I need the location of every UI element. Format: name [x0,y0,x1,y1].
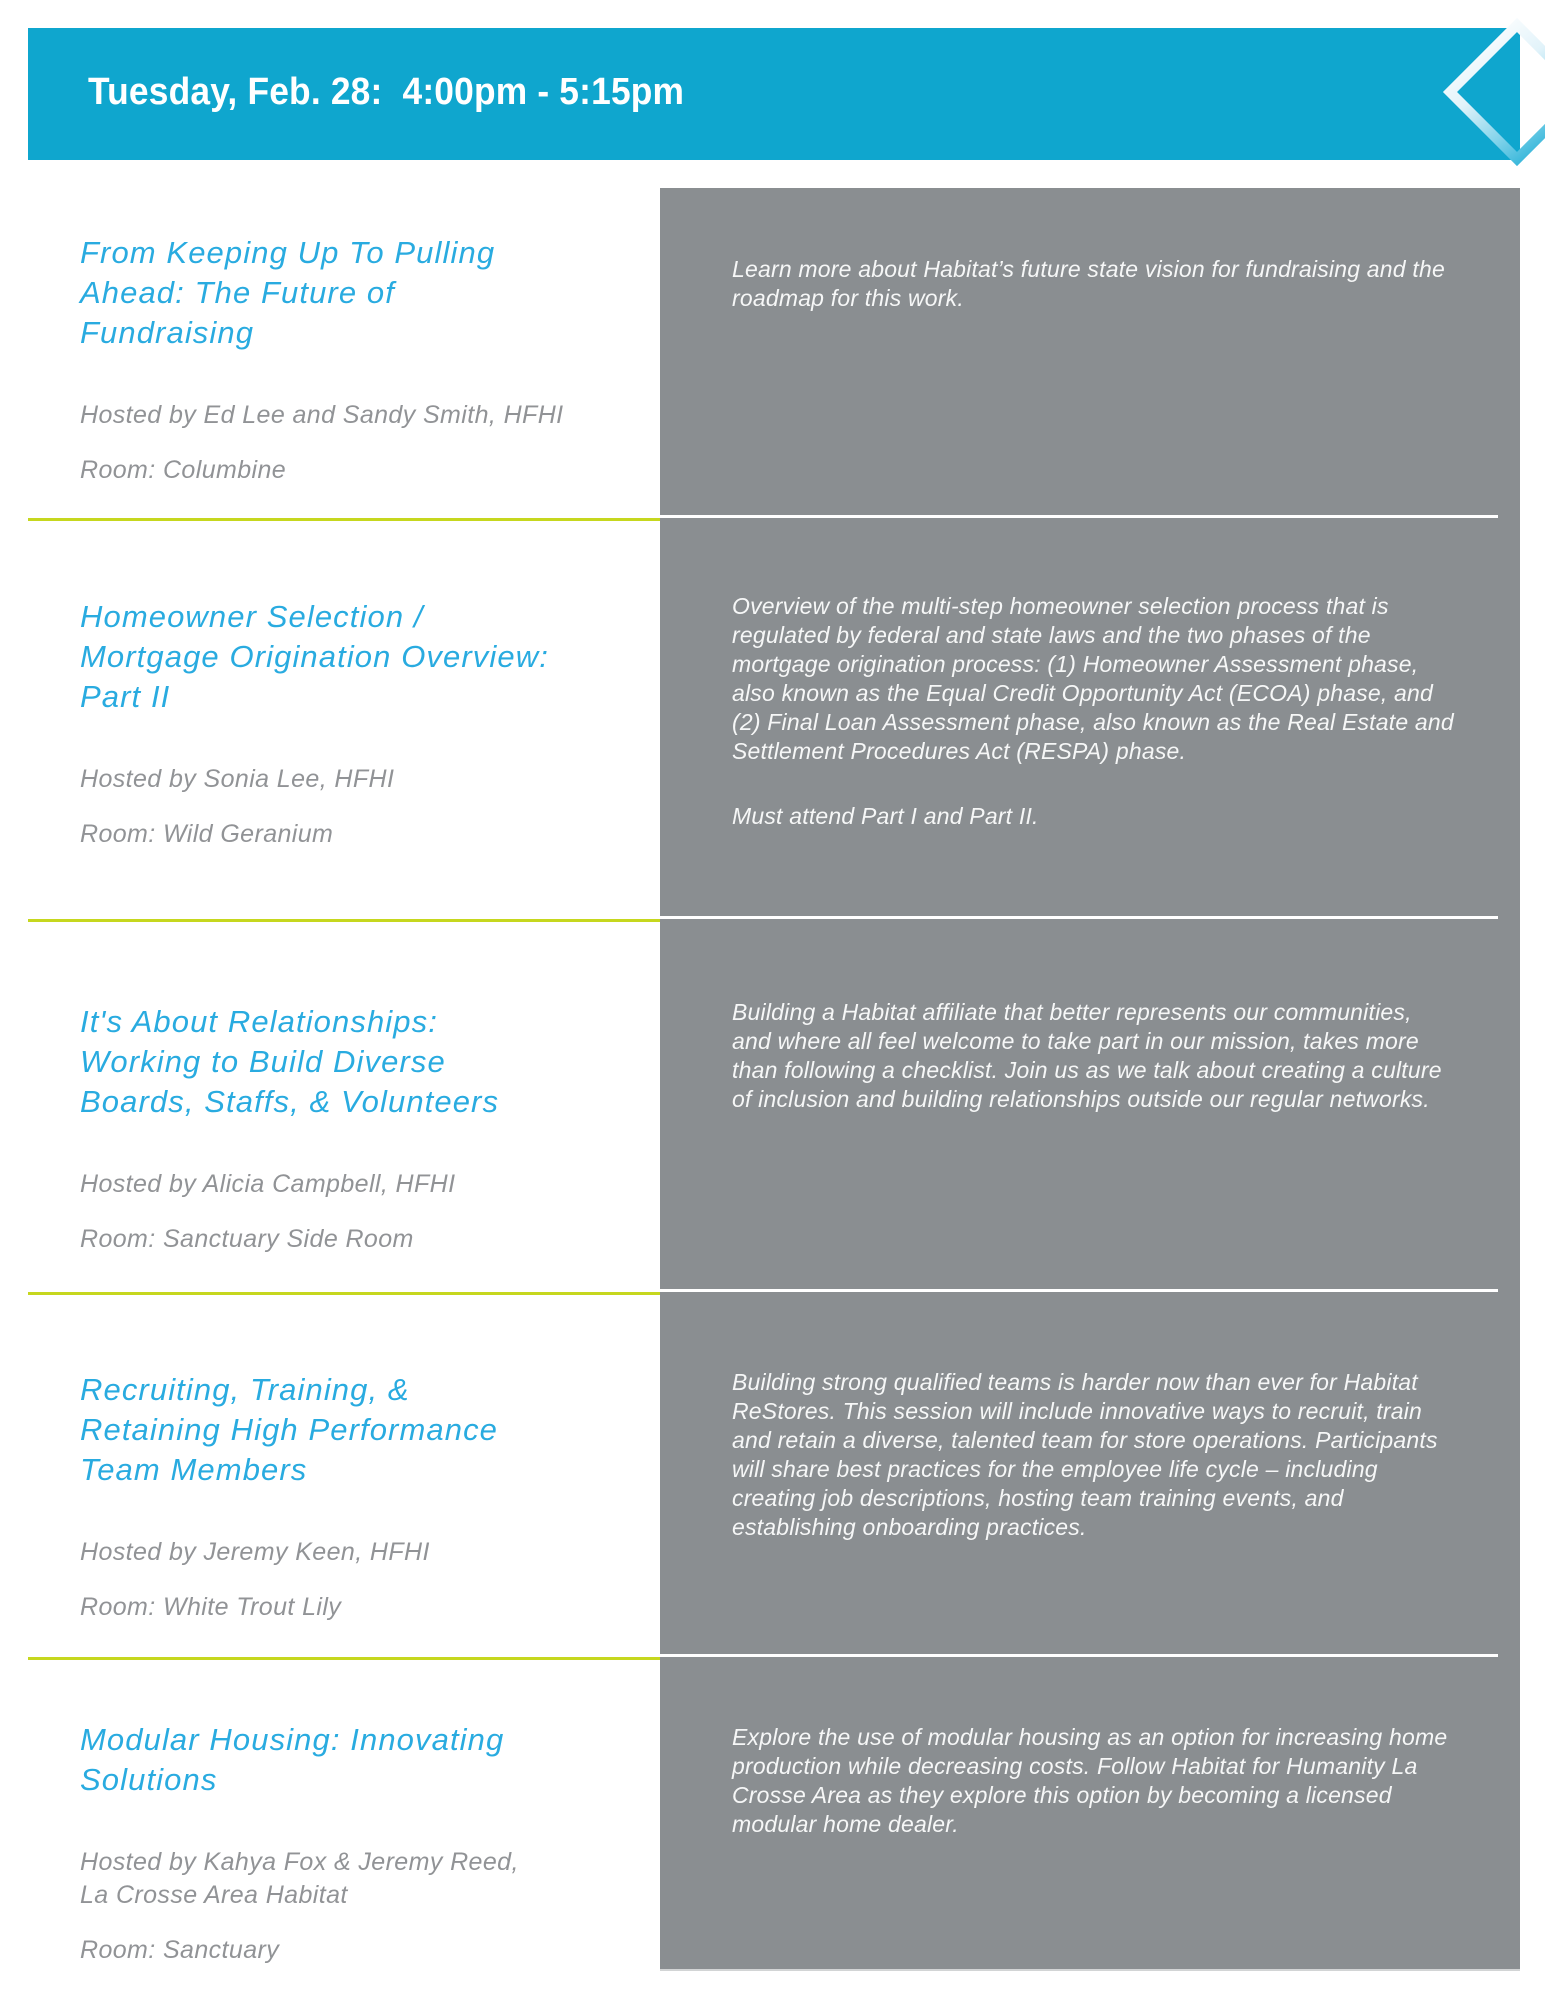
session-info [28,1295,660,1660]
session-title-line: Modular Housing: Innovating [80,1722,505,1757]
session-title-line: Working to Build Diverse [80,1044,446,1079]
session-host [80,1168,636,1201]
session-description: Must attend Part I and Part II. [732,803,1039,829]
session-row [28,521,1520,922]
session-row [28,1295,1520,1660]
session-description: Building strong qualified teams is harder now than ever for Habitat ReStores. This session will include innovative ways to recruit, train and retain a diverse, talented team for store operations. Participants will share best practices for the employee life cycle – including creating job descriptions, hosting team training events, and establishing onboarding practices. [732,1369,1438,1540]
session-host-line: La Crosse Area Habitat [80,1881,348,1909]
session-host-line: Hosted by Alicia Campbell, HFHI [80,1170,456,1198]
session-host-line: Hosted by Jeremy Keen, HFHI [80,1538,430,1566]
session-title-line: Solutions [80,1762,218,1797]
session-description: Explore the use of modular housing as an option for increasing home production while decreasing costs. Follow Habitat for Humanity La Crosse Area as they explore this option by becoming a licensed modular home dealer. [732,1724,1448,1837]
session-row [28,922,1520,1295]
session-list [28,188,1520,1971]
session-room: Room: Columbine [80,456,287,484]
session-row [28,188,1520,521]
session-room: Room: Wild Geranium [80,820,334,848]
session-title-line: Recruiting, Training, & [80,1372,410,1407]
session-row [28,1660,1520,1971]
session-title-line: Boards, Staffs, & Volunteers [80,1084,500,1119]
session-description-panel [660,1295,1520,1660]
session-host [80,763,636,796]
session-description-panel [660,1660,1520,1971]
session-info [28,521,660,922]
session-info [28,1660,660,1971]
session-description: Learn more about Habitat’s future state vision for fundraising and the roadmap for this work. [732,256,1445,311]
session-title [80,597,636,717]
session-host-line: Hosted by Ed Lee and Sandy Smith, HFHI [80,401,564,429]
session-room: Room: Sanctuary [80,1936,280,1964]
session-title-line: It's About Relationships: [80,1004,438,1039]
session-title-line: Homeowner Selection / [80,599,424,634]
session-description-panel [660,922,1520,1295]
schedule-header-title: Tuesday, Feb. 28: 4:00pm - 5:15pm [88,71,685,113]
session-host [80,1536,636,1569]
session-title [80,1370,636,1490]
session-description-panel [660,188,1520,521]
session-room: Room: Sanctuary Side Room [80,1225,414,1253]
schedule-header [28,28,1520,160]
divider-line-right [660,1289,1498,1292]
session-title-line: Ahead: The Future of [80,275,395,310]
session-description-panel [660,521,1520,922]
session-info [28,188,660,521]
session-title-line: Team Members [80,1452,308,1487]
session-host-line: Hosted by Sonia Lee, HFHI [80,765,395,793]
session-info [28,922,660,1295]
session-title [80,1720,636,1800]
session-room: Room: White Trout Lily [80,1593,342,1621]
session-title [80,233,636,353]
divider-line-right [660,1654,1498,1657]
session-title-line: Retaining High Performance [80,1412,499,1447]
session-description: Overview of the multi-step homeowner selection process that is regulated by federal and state laws and the two phases of the mortgage origination process: (1) Homeowner Assessment phase, also known as the Equal Credit Opportunity Act (ECOA) phase, and (2) Final Loan Assessment phase, also known as the Real Estate and Settlement Procedures Act (RESPA) phase. [732,593,1454,764]
session-title-line: Fundraising [80,315,255,350]
session-host [80,1846,636,1912]
session-title-line: Part II [80,679,171,714]
session-description: Building a Habitat affiliate that better represents our communities, and where all feel welcome to take part in our mission, takes more than following a checklist. Join us as we talk about creating a culture of inclusion and building relationships outside our regular networks. [732,999,1442,1112]
session-title-line: Mortgage Origination Overview: [80,639,549,674]
session-host-line: Hosted by Kahya Fox & Jeremy Reed, [80,1848,519,1876]
session-title-line: From Keeping Up To Pulling [80,235,496,270]
divider-line-right [660,515,1498,518]
session-title [80,1002,636,1122]
diamond-icon [1430,8,1545,176]
session-host [80,399,636,432]
divider-line-right [660,916,1498,919]
